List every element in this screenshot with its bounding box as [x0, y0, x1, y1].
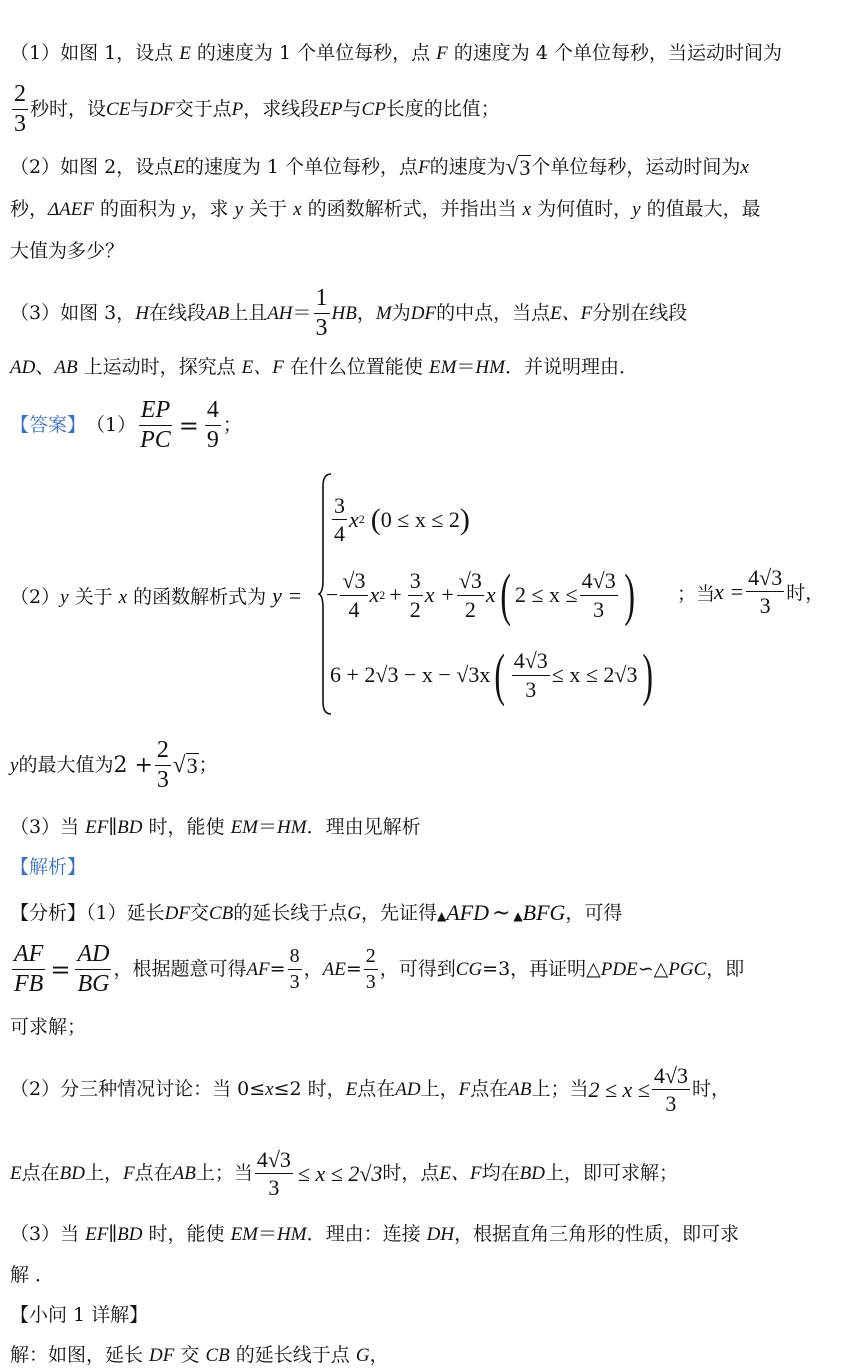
ah-fraction: $\frac{1}{3}$ [315, 285, 328, 342]
ep-pc-fraction: $\frac{EP}{PC}$ [140, 397, 171, 454]
ad-bg-fraction: $\frac{AD}{BG}$ [77, 941, 110, 998]
piece2-range-frac: $\frac{4√3}{3}$ [581, 568, 616, 622]
analysis2-line2: E 点在 BD 上， F 点在 AB 上；当 $\frac{4√3}{3}$ ≤ x ≤ 2√3 时，点 E、F 均在 BD 上，即可求解； [10, 1147, 678, 1201]
sqrt-three: √ 3 [505, 153, 531, 180]
piece2-coef-a: $\frac{√3}{4}$ [342, 568, 366, 622]
ae-value-fraction: $\frac{2}{3}$ [365, 945, 376, 994]
range1-fraction: $\frac{4√3}{3}$ [653, 1063, 688, 1117]
answer-tag: 【答案】 [10, 415, 87, 437]
range2-fraction: $\frac{4√3}{3}$ [256, 1147, 291, 1201]
max-fraction: $\frac{2}{3}$ [156, 737, 169, 794]
q3-line2: AD、AB 上运动时，探究点 E、F 在什么位置能使 EM＝HM．并说明理由． [10, 356, 638, 378]
piece1-coef: $\frac{3}{4}$ [334, 493, 345, 547]
answer3: （3）当 EF∥BD 时，能使 EM＝HM．理由见解析 [10, 816, 421, 838]
subquestion-1-heading: 【小问 1 详解】 [10, 1304, 149, 1326]
answer2-tail: ；当 [677, 583, 716, 605]
analysis-line3: 可求解； [10, 1016, 87, 1038]
piece3-range-frac: $\frac{4√3}{3}$ [513, 648, 548, 702]
q2-line3: 大值为多少？ [10, 240, 125, 262]
piece2-coef-c: $\frac{√3}{2}$ [458, 568, 482, 622]
analysis2-line1: （2）分三种情况讨论：当 0≤ x ≤2 时， E 点在 AD 上， F 点在 AB 上；当 2 ≤ x ≤ $\frac{4√3}{3}$ 时， [10, 1063, 730, 1117]
time-fraction: $\frac{2}{3}$ [14, 81, 26, 138]
four-ninths: $\frac{4}{9}$ [206, 397, 219, 454]
answer2-max: y 的最大值为 2 + $\frac{2}{3}$ √ 3 ； [10, 737, 218, 794]
max-sqrt: √ 3 [172, 751, 198, 779]
q1-line2: $\frac{2}{3}$ 秒时，设 CE 与 DF 交于点 P ，求线段 EP 与 CP 长度的比值； [14, 81, 500, 138]
analysis-tag-line [10, 858, 86, 877]
analysis-line1: 【分析】（1）延长 DF 交 CB 的延长线于点 G ，先证得 ▲ AFD ~ ▲ BFG ，可得 [10, 900, 623, 926]
analysis3-line1: （3）当 EF∥BD 时，能使 EM＝HM．理由：连接 DH，根据直角三角形的性质，即可求 [10, 1223, 740, 1245]
af-value-fraction: $\frac{8}{3}$ [289, 945, 300, 994]
q2-line1: （2）如图 2，设点 E 的速度为 1 个单位每秒，点 F 的速度为 √ 3 个单位每秒，运动时间为 x [10, 153, 749, 180]
analysis3-line2: 解 ． [10, 1264, 55, 1286]
x-max-fraction: $\frac{4√3}{3}$ [748, 565, 783, 619]
answer2-x-value: x = $\frac{4√3}{3}$ 时， [714, 565, 825, 619]
q3-line1: （3）如图 3， H 在线段 AB 上且 AH ＝ $\frac{1}{3}$ HB ， M 为 DF 的中点，当点 E、F 分别在线段 [10, 285, 688, 342]
solution-line1: 解：如图，延长 DF 交 CB 的延长线于点 G， [10, 1344, 389, 1366]
af-fb-fraction: $\frac{AF}{FB}$ [14, 941, 44, 998]
analysis-tag: 【解析】 [10, 857, 87, 878]
analysis-line2: $\frac{AF}{FB}$ = $\frac{AD}{BG}$ ，根据题意可得 AF = $\frac{8}{3}$ ， AE = $\frac{2}{3}$ ，可得到 CG =3，再证明△ PDE ∽△ PGC ，即 [14, 941, 745, 998]
piece1: $\frac{3}{4}$ x 2 ( 0 ≤ x ≤ 2 ) [334, 493, 470, 547]
q1-line1: （1）如图 1，设点 E 的速度为 1 个单位每秒，点 F 的速度为 4 个单位每秒，当运动时间为 [10, 42, 782, 64]
piece2-coef-b: $\frac{3}{2}$ [409, 568, 421, 622]
q2-line2: 秒，ΔAEF 的面积为 y，求 y 关于 x 的函数解析式，并指出当 x 为何值时，y 的值最大，最 [10, 198, 761, 220]
answer-line1: 【答案】 （1） $\frac{EP}{PC}$ = $\frac{4}{9}$ ； [10, 397, 242, 454]
piece3: 6 + 2√3 − x − √3x ( $\frac{4√3}{3}$ ≤ x ≤ 2√3 ) [330, 642, 653, 707]
piece2: − $\frac{√3}{4}$ x 2 + $\frac{3}{2}$ x + $\frac{√3}{2}$ x ( 2 ≤ x ≤ $\frac{4√3}{3}$ ) [326, 562, 635, 627]
answer2-lead: （2）y 关于 x 的函数解析式为 y = [10, 583, 303, 608]
